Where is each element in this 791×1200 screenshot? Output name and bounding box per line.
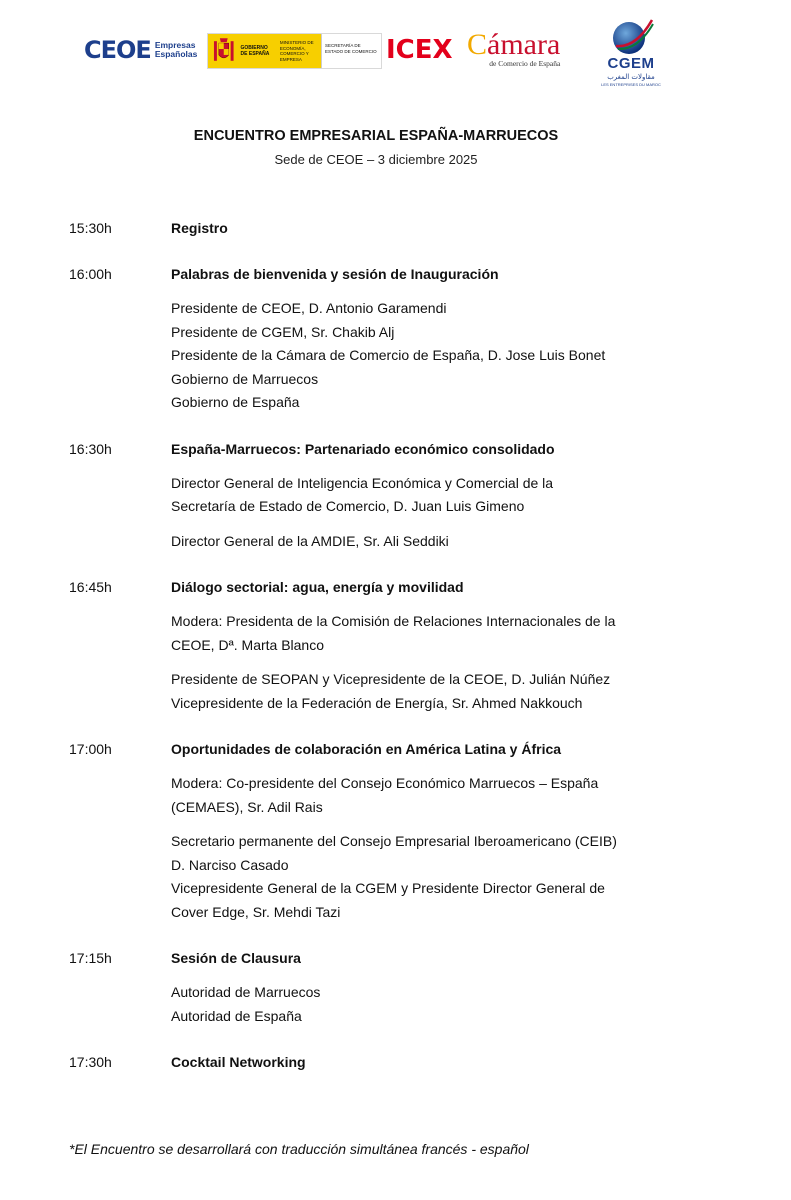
session-content [171,946,729,1028]
camara-logo-subtitle: de Comercio de España [489,59,561,68]
session-content [171,262,729,415]
gobierno-label: GOBIERNO DE ESPAÑA [240,45,270,57]
speaker-block [171,830,729,924]
speaker-line: Presidente de CGEM, Sr. Chakib Alj [171,323,395,340]
speaker-line: Modera: Co-presidente del Consejo Económico Marruecos – España [171,775,599,791]
speaker-line: Vicepresidente General de la CGEM y Presidente Director General de [171,880,605,896]
agenda-session [69,437,729,554]
speaker-line: Director General de Inteligencia Económica y Comercial de la [171,474,554,491]
speaker-line: Modera: Presidenta de la Comisión de Relaciones Internacionales de la [171,613,616,629]
speaker-line: Director General de la AMDIE, Sr. Ali Seddiki [171,532,449,549]
ceoe-logo [84,36,197,64]
speaker-line: CEOE, Dª. Marta Blanco [171,636,325,653]
cgem-logo [596,16,666,87]
speaker-line: Vicepresidente de la Federación de Energía, Sr. Ahmed Nakkouch [171,694,583,711]
page-title: ENCUENTRO EMPRESARIAL ESPAÑA-MARRUECOS [193,128,559,144]
session-time: 16:00h [69,266,112,282]
speaker-line: Presidente de SEOPAN y Vicepresidente de la CEOE, D. Julián Núñez [171,671,611,687]
ceoe-logo-name: CEOE [84,36,151,64]
speaker-line: Gobierno de Marruecos [171,370,319,387]
cgem-logo-arabic: مقاولات المغرب [607,73,655,81]
session-title: Sesión de Clausura [171,950,301,966]
speaker-line: Autoridad de España [171,1007,302,1024]
footnote: *El Encuentro se desarrollará con traducción simultánea francés - español [69,1141,529,1157]
speaker-block [171,772,729,819]
spain-coat-of-arms-icon [212,37,236,65]
gobierno-logo [207,33,382,69]
session-content [171,216,729,240]
speaker-line: Autoridad de Marruecos [171,984,321,1000]
session-time: 16:30h [69,440,112,457]
session-title: Palabras de bienvenida y sesión de Inauguración [171,266,499,282]
ministry-label: MINISTERIO DE ECONOMÍA, COMERCIO Y EMPRESA [279,40,314,62]
agenda-session [69,946,729,1028]
speaker-line: Gobierno de España [171,394,300,410]
secretaria-label: SECRETARÍA DE ESTADO DE COMERCIO [321,34,381,68]
session-time: 17:15h [69,950,112,966]
session-time: 17:30h [69,1054,112,1070]
cgem-logo-name: CGEM [607,55,655,72]
session-title: España-Marruecos: Partenariado económico consolidado [171,440,555,457]
speaker-line: D. Narciso Casado [171,856,289,873]
speaker-block [171,472,729,519]
session-time: 17:00h [69,741,112,757]
speaker-block [171,610,729,657]
speaker-line: Cover Edge, Sr. Mehdi Tazi [171,903,341,920]
session-title: Registro [171,220,228,236]
session-content [171,437,729,554]
agenda-session [69,1050,729,1074]
session-content [171,737,729,924]
session-title: Diálogo sectorial: agua, energía y movilidad [171,579,464,595]
speaker-line: Secretario permanente del Consejo Empresarial Iberoamericano (CEIB) [171,833,617,849]
speaker-line: Secretaría de Estado de Comercio, D. Juan Luis Gimeno [171,498,525,514]
speaker-line: (CEMAES), Sr. Adil Rais [171,798,323,815]
agenda-session [69,737,729,924]
camara-logo-name: Cámara [467,28,561,61]
speaker-block [171,668,729,715]
speaker-block [171,981,729,1028]
speaker-block [171,530,729,554]
agenda-session [69,575,729,715]
session-title: Cocktail Networking [171,1054,306,1070]
speaker-block [171,297,729,415]
page-subtitle: Sede de CEOE – 3 diciembre 2025 [274,152,478,167]
speaker-line: Presidente de la Cámara de Comercio de España, D. Jose Luis Bonet [171,347,606,363]
agenda-session [69,216,729,240]
session-title: Oportunidades de colaboración en América Latina y África [171,741,562,757]
agenda [69,216,729,1096]
speaker-line: Presidente de CEOE, D. Antonio Garamendi [171,300,447,316]
session-content [171,575,729,715]
session-time: 15:30h [69,220,112,236]
ceoe-logo-subtitle: Empresas Españolas [154,40,198,59]
icex-logo: ICEX [386,35,453,65]
globe-icon [606,16,656,56]
session-time: 16:45h [69,579,112,595]
camara-logo [467,30,560,68]
agenda-session [69,262,729,415]
logo-bar [0,0,791,110]
cgem-logo-subtitle: LES ENTREPRISES DU MAROC [601,82,661,87]
session-content [171,1050,729,1074]
